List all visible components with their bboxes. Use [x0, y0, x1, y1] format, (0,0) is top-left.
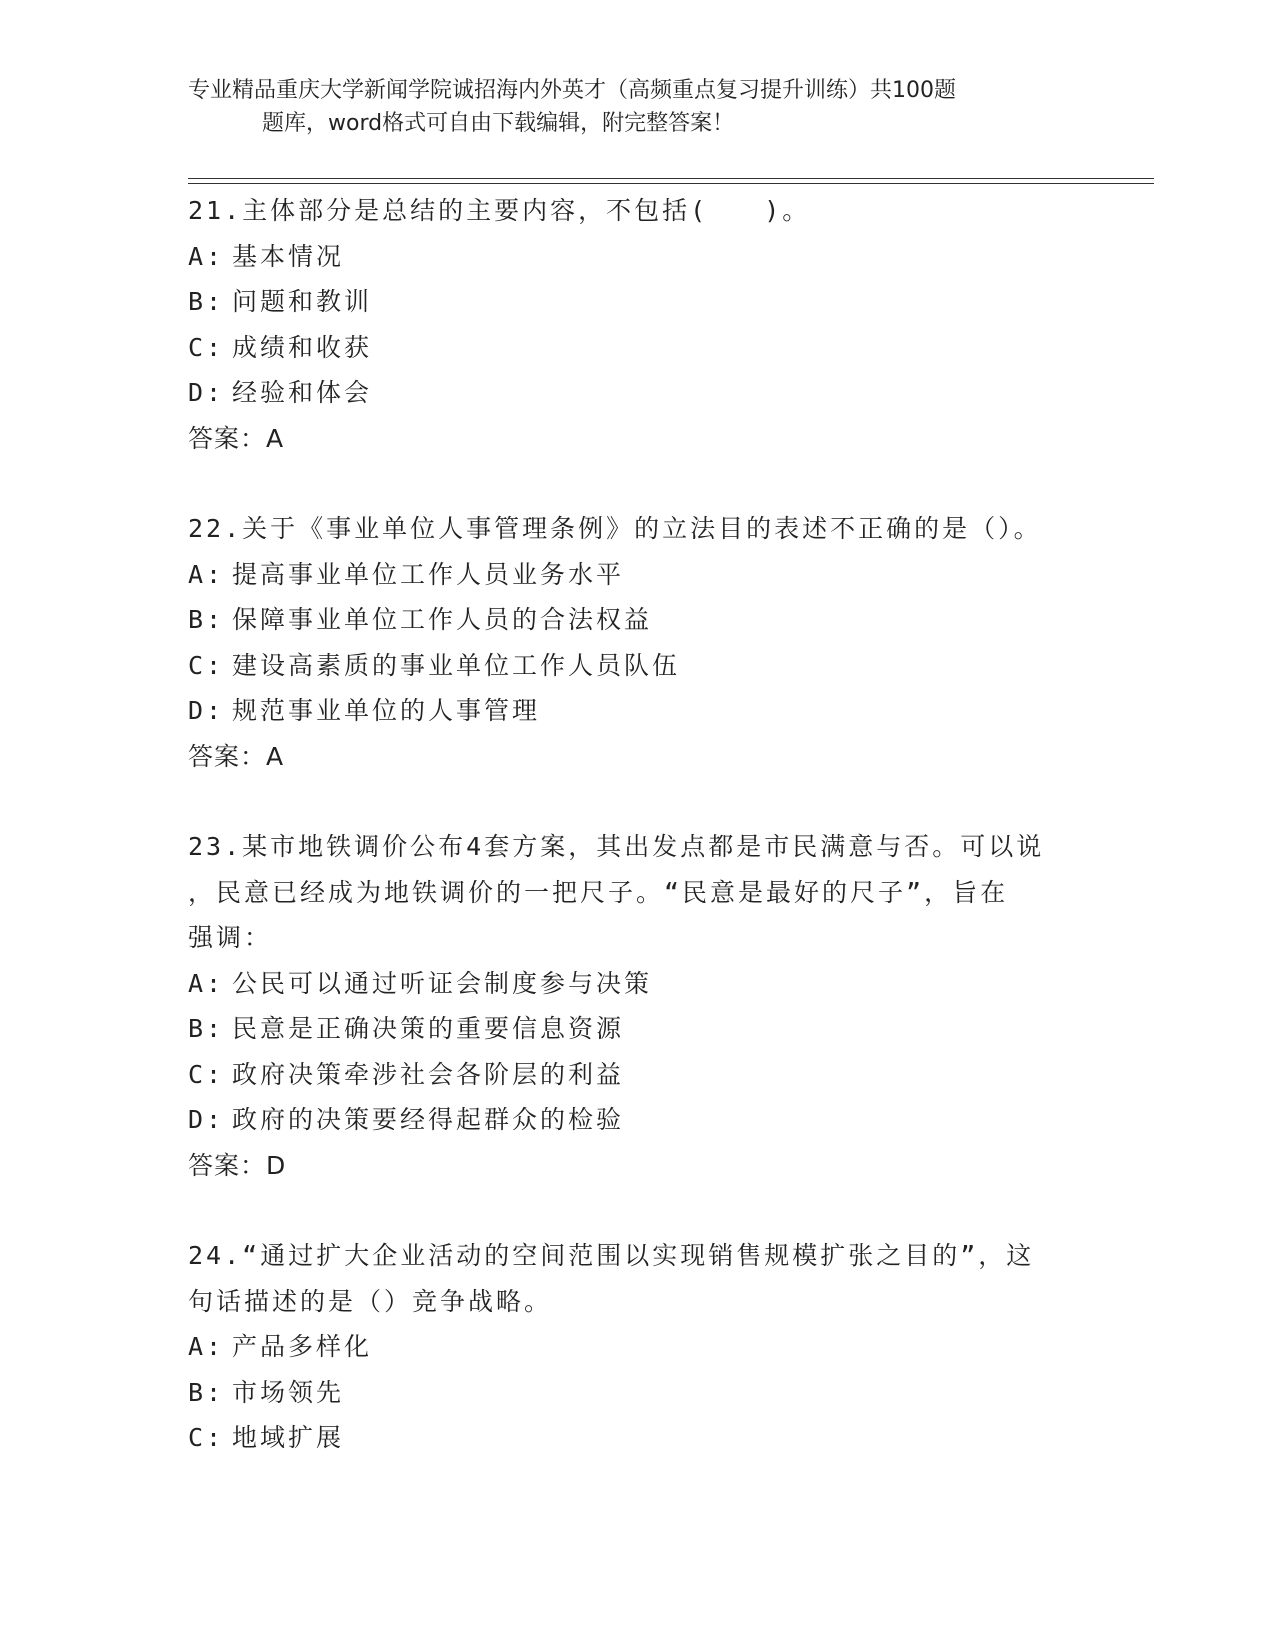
option-a — [188, 234, 1088, 280]
option-a — [188, 552, 1088, 598]
header-line-1: 专业精品重庆大学新闻学院诚招海内外英才（高频重点复习提升训练）共100题 — [188, 78, 956, 103]
option-d — [188, 1097, 1088, 1143]
option-text: 市场领先 — [232, 1377, 345, 1407]
question-text-line: ，民意已经成为地铁调价的一把尺子。“民意是最好的尺子”，旨在 — [188, 877, 1009, 907]
answer-label: 答案：D — [188, 1150, 287, 1180]
question-21 — [188, 188, 1088, 461]
question-text: 22.关于《事业单位人事管理条例》的立法目的表述不正确的是（）。 — [188, 514, 1042, 543]
option-letter: B: — [188, 1014, 225, 1043]
document-header — [188, 74, 1068, 140]
option-text: 问题和教训 — [232, 287, 373, 316]
option-letter: C: — [188, 1423, 225, 1452]
option-text: 政府决策牵涉社会各阶层的利益 — [232, 1059, 625, 1089]
option-text: 地域扩展 — [232, 1423, 345, 1452]
option-a — [188, 1324, 1088, 1370]
option-text: 保障事业单位工作人员的合法权益 — [232, 605, 653, 634]
question-23 — [188, 824, 1088, 1188]
option-letter: D: — [188, 696, 225, 725]
option-a — [188, 961, 1088, 1007]
option-text: 建设高素质的事业单位工作人员队伍 — [232, 650, 681, 680]
option-text: 提高事业单位工作人员业务水平 — [232, 559, 625, 589]
question-text-line: 24.“通过扩大企业活动的空间范围以实现销售规模扩张之目的”，这 — [188, 1241, 1035, 1270]
option-letter: B: — [188, 605, 225, 634]
option-d — [188, 370, 1088, 416]
option-b — [188, 279, 1088, 325]
question-22 — [188, 506, 1088, 779]
question-text-line: 句话描述的是（）竞争战略。 — [188, 1286, 553, 1316]
answer-label: 答案：A — [188, 741, 285, 771]
answer-label: 答案：A — [188, 423, 285, 453]
question-text: 21.主体部分是总结的主要内容，不包括( )。 — [188, 196, 811, 225]
option-text: 产品多样化 — [232, 1332, 373, 1361]
header-rule-bottom — [188, 183, 1154, 184]
question-text-line: 23.某市地铁调价公布4套方案，其出发点都是市民满意与否。可以说 — [188, 832, 1045, 861]
option-text: 政府的决策要经得起群众的检验 — [232, 1105, 625, 1134]
option-letter: A: — [188, 559, 225, 589]
option-letter: D: — [188, 1105, 225, 1134]
option-c — [188, 325, 1088, 371]
option-letter: C: — [188, 650, 225, 680]
question-24 — [188, 1233, 1088, 1461]
question-list — [188, 188, 1088, 1506]
option-text: 基本情况 — [232, 241, 345, 271]
option-c — [188, 1415, 1088, 1461]
option-d — [188, 688, 1088, 734]
option-text: 成绩和收获 — [232, 332, 373, 362]
option-letter: D: — [188, 378, 225, 407]
option-letter: C: — [188, 332, 225, 362]
question-text-line: 强调： — [188, 923, 273, 952]
option-c — [188, 643, 1088, 689]
header-line-2: 题库，word格式可自由下载编辑，附完整答案！ — [262, 111, 735, 136]
option-b — [188, 1370, 1088, 1416]
option-letter: B: — [188, 287, 225, 316]
option-text: 规范事业单位的人事管理 — [232, 696, 541, 725]
option-letter: A: — [188, 241, 225, 271]
option-b — [188, 597, 1088, 643]
option-text: 经验和体会 — [232, 378, 373, 407]
option-letter: A: — [188, 1332, 225, 1361]
option-text: 公民可以通过听证会制度参与决策 — [232, 968, 653, 998]
option-text: 民意是正确决策的重要信息资源 — [232, 1014, 625, 1043]
option-letter: B: — [188, 1377, 225, 1407]
option-letter: A: — [188, 968, 225, 998]
option-b — [188, 1006, 1088, 1052]
header-rule-top — [188, 178, 1154, 179]
option-c — [188, 1052, 1088, 1098]
option-letter: C: — [188, 1059, 225, 1089]
